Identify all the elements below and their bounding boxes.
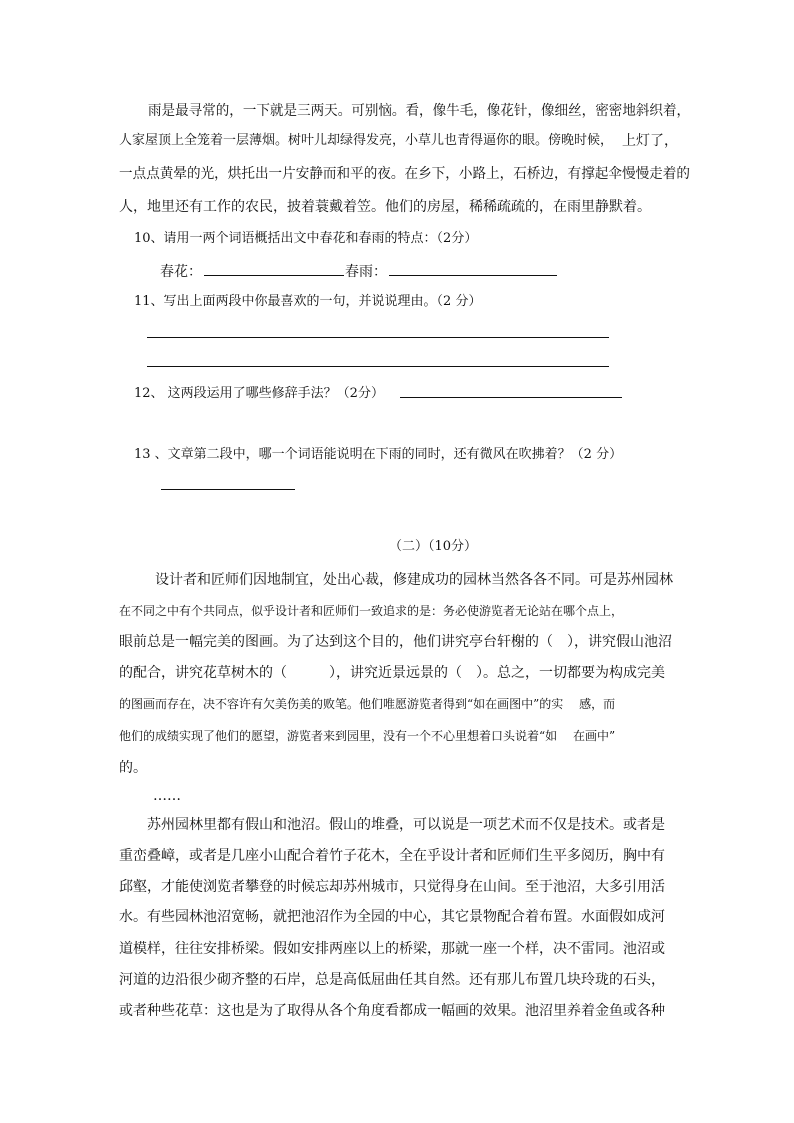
section2-p1-line-2: 在不同之中有个共同点，似乎设计者和匠师们一致追求的是：务必使游览者无论站在哪个点上，	[119, 604, 624, 618]
question-13: 13 、文章第二段中，哪一个词语能说明在下雨的同时，还有微风在吹拂着？（2 分）	[134, 447, 623, 462]
section2-p2-line-5: 道模样，往往安排桥梁。假如安排两座以上的桥梁，那就一座一个样，决不雷同。池沼或	[119, 941, 665, 957]
section2-p2-line-6: 河道的边沿很少砌齐整的石岸，总是高低屈曲任其自然。还有那儿布置几块玲珑的石头，	[119, 972, 665, 988]
section2-ellipsis: ……	[153, 788, 181, 804]
q13-answer-line[interactable]	[161, 489, 295, 490]
section2-p1-line-3: 眼前总是一幅完美的图画。为了达到这个目的，他们讲究亭台轩榭的（ ），讲究假山池沼	[119, 634, 672, 650]
q10-flower-answer-line[interactable]	[204, 275, 344, 276]
section2-p2-line-2: 重峦叠嶂，或者是几座小山配合着竹子花木，全在乎设计者和匠师们生平多阅历，胸中有	[119, 848, 665, 864]
section2-p1-line-1: 设计者和匠师们因地制宜，处出心裁，修建成功的园林当然各各不同。可是苏州园林	[155, 572, 673, 588]
section2-p2-line-1: 苏州园林里都有假山和池沼。假山的堆叠，可以说是一项艺术而不仅是技术。或者是	[147, 817, 665, 833]
section2-p1-line-4: 的配合，讲究花草树木的（ ），讲究近景远景的（ ）。总之，一切都要为构成完美	[119, 665, 665, 681]
question-10: 10、请用一两个词语概括出文中春花和春雨的特点：（2分）	[134, 231, 478, 246]
question-11: 11、写出上面两段中你最喜欢的一句，并说说理由。（2 分）	[134, 294, 482, 309]
passage1-line-2b: 上灯了，	[622, 133, 678, 149]
section2-heading: （二）（10分）	[389, 539, 478, 554]
q10-rain-label: 春雨：	[345, 264, 387, 280]
section2-p1-line-6: 他们的成绩实现了他们的愿望，游览者来到园里，没有一个不心里想着口头说着“如 在画中”	[119, 729, 616, 743]
question-12: 12、 这两段运用了哪些修辞手法？（2分）	[134, 386, 384, 401]
section2-p2-line-4: 水。有些园林池沼宽畅，就把池沼作为全园的中心，其它景物配合着布置。水面假如成河	[119, 909, 665, 925]
passage1-line-3: 一点点黄晕的光，烘托出一片安静而和平的夜。在乡下，小路上，石桥边，有撑起伞慢慢走着的	[119, 166, 690, 182]
q11-answer-line-1[interactable]	[147, 337, 609, 338]
passage1-line-1: 雨是最寻常的，一下就是三两天。可别恼。看，像牛毛，像花针，像细丝，密密地斜织着，	[148, 103, 691, 119]
section2-p2-line-3: 邱壑，才能使浏览者攀登的时候忘却苏州城市，只觉得身在山间。至于池沼，大多引用活	[119, 879, 665, 895]
q12-answer-line[interactable]	[400, 397, 622, 398]
passage1-line-4: 人，地里还有工作的农民，披着蓑戴着笠。他们的房屋，稀稀疏疏的，在雨里静默着。	[119, 199, 651, 215]
section2-p2-line-7: 或者种些花草：这也是为了取得从各个角度看都成一幅画的效果。池沼里养着金鱼或各种	[119, 1003, 665, 1019]
q11-answer-line-2[interactable]	[147, 366, 609, 367]
passage1-line-2: 人家屋顶上全笼着一层薄烟。树叶儿却绿得发亮，小草儿也青得逼你的眼。傍晚时候，	[119, 133, 614, 148]
section2-p1-line-7: 的。	[119, 760, 147, 776]
section2-p1-line-5: 的图画而存在，决不容许有欠美伤美的败笔。他们唯愿游览者得到“如在画图中”的实 感，而	[119, 697, 616, 711]
q10-rain-answer-line[interactable]	[389, 275, 557, 276]
q10-flower-label: 春花：	[160, 264, 202, 280]
